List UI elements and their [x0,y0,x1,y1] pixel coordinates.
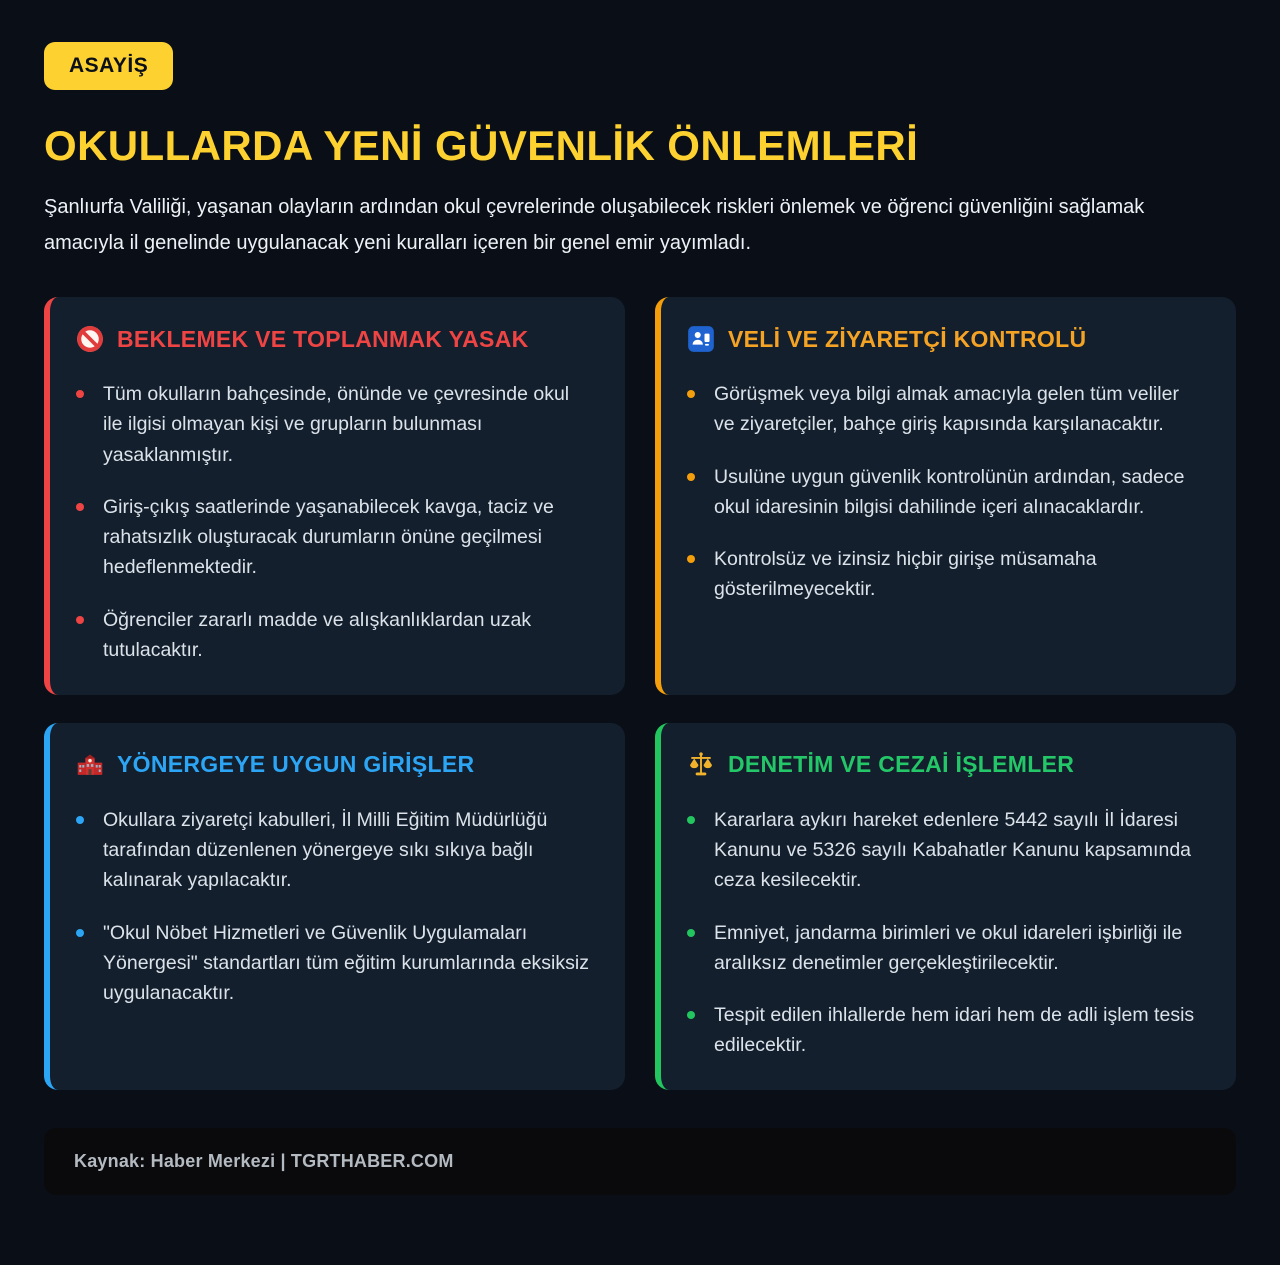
list-item [687,805,1206,896]
list-item [76,605,595,665]
bullet-dot [687,929,695,937]
list-item [687,462,1206,522]
card-veli-ve-ziyaretci-kontrolu [655,297,1236,695]
bullet-dot [76,503,84,511]
card-bullet-list [687,805,1206,1061]
page-title: OKULLARDA YENİ GÜVENLİK ÖNLEMLERİ [44,122,919,169]
bullet-dot [76,816,84,824]
card-bullet-list [76,805,595,1008]
bullet-dot [76,616,84,624]
bullet-text: Öğrenciler zararlı madde ve alışkanlıklardan uzak tutulacaktır. [103,608,532,661]
card-title: BEKLEMEK VE TOPLANMAK YASAK [117,325,529,352]
bullet-text: Usulüne uygun güvenlik kontrolünün ardından, sadece okul idaresinin bilgisi dahilinde içeri alınacaklardır. [714,465,1185,518]
card-bullet-list [687,379,1206,604]
list-item [76,492,595,583]
rules-grid [44,297,1236,1090]
list-item [687,1000,1206,1060]
source-bar [44,1128,1236,1195]
no-entry-icon [76,325,104,353]
card-header [687,751,1206,779]
bullet-dot [687,473,695,481]
bullet-text: Tespit edilen ihlallerde hem idari hem de adli işlem tesis edilecektir. [714,1004,1195,1057]
card-bullet-list [76,379,595,665]
list-item [687,918,1206,978]
bullet-text: Görüşmek veya bilgi almak amacıyla gelen tüm veliler ve ziyaretçiler, bahçe giriş kapısında karşılanacaktır. [714,383,1179,436]
source-text: Kaynak: Haber Merkezi | TGRTHABER.COM [74,1151,454,1172]
list-item [76,918,595,1009]
card-header [76,325,595,353]
bullet-text: Emniyet, jandarma birimleri ve okul idareleri işbirliği ile aralıksız denetimler gerçekleştirilecektir. [714,921,1183,974]
card-beklemek-ve-toplanmak-yasak [44,297,625,695]
card-title: DENETİM VE CEZAİ İŞLEMLER [728,751,1075,778]
scales-icon [687,751,715,779]
bullet-text: Kontrolsüz ve izinsiz hiçbir girişe müsamaha gösterilmeyecektir. [714,548,1097,601]
bullet-text: "Okul Nöbet Hizmetleri ve Güvenlik Uygulamaları Yönergesi" standartları tüm eğitim kurumlarında eksiksiz uygulanacaktır. [103,921,589,1005]
bullet-text: Tüm okulların bahçesinde, önünde ve çevresinde okul ile ilgisi olmayan kişi ve grupların bulunması yasaklanmıştır. [103,383,570,466]
list-item [76,379,595,470]
card-title: YÖNERGEYE UYGUN GİRİŞLER [117,751,475,778]
bullet-dot [76,390,84,398]
card-yonergeye-uygun-girisler [44,723,625,1091]
bullet-text: Giriş-çıkış saatlerinde yaşanabilecek kavga, taciz ve rahatsızlık oluşturacak durumların önüne geçilmesi hedeflenmektedir. [103,495,554,579]
card-title: VELİ VE ZİYARETÇİ KONTROLÜ [728,325,1087,352]
bullet-dot [76,929,84,937]
bullet-text: Okullara ziyaretçi kabulleri, İl Milli Eğitim Müdürlüğü tarafından düzenlenen yönergeye sıkı sıkıya bağlı kalınarak yapılacaktır. [103,808,548,892]
list-item [687,379,1206,439]
category-badge: ASAYİŞ [44,42,173,90]
list-item [76,805,595,896]
card-header [687,325,1206,353]
list-item [687,544,1206,604]
school-icon [76,751,104,779]
card-denetim-ve-cezai-islemler [655,723,1236,1091]
bullet-dot [687,816,695,824]
bullet-dot [687,555,695,563]
intro-text: Şanlıurfa Valiliği, yaşanan olayların ardından okul çevrelerinde oluşabilecek riskleri önlemek ve öğrenci güvenliğini sağlamak amacıyla il genelinde uygulanacak yeni kuralları içeren bir genel emir yayımladı. [44,196,1145,255]
passport-control-icon [687,325,715,353]
bullet-dot [687,390,695,398]
bullet-dot [687,1011,695,1019]
card-header [76,751,595,779]
bullet-text: Kararlara aykırı hareket edenlere 5442 sayılı İl İdaresi Kanunu ve 5326 sayılı Kabahatler Kanunu kapsamında ceza kesilecektir. [714,808,1192,892]
